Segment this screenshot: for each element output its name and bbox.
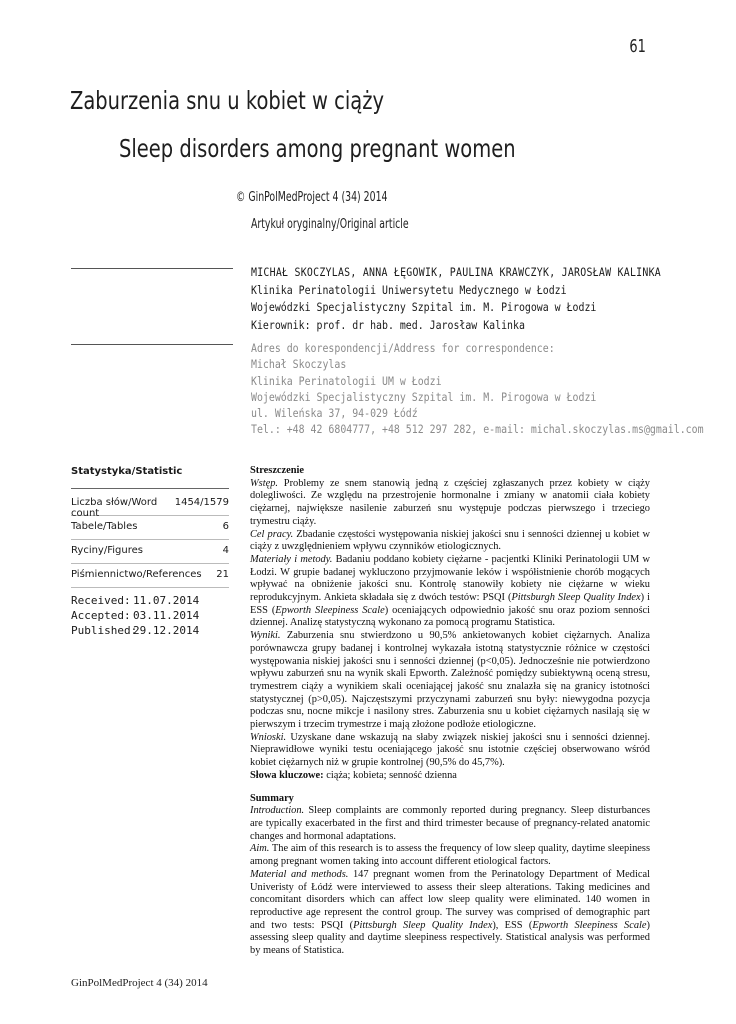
date-accepted: Accepted: 03.11.2014 [71, 609, 200, 622]
abstract-paragraph-wyniki: Wyniki. Zaburzenia snu stwierdzono u 90,5% ankietowanych kobiet ciężarnych. Analiza porównawcza grupy badanej i kontrolnej wykazała istotną statystycznie różnice w częstości występowania niskiej jakości snu i senności dziennej (p<0,05). Jednocześnie nie potwierdzono wpływu zaburzeń snu na wynik skali Epworth. Zależność pomiędzy subiektywną oceną stresu, trymestrem ciąży a wynikiem skali oceniającej jakość snu znalazła się na granicy istotności statystycznej (p>0,05). Najczęstszymi przyczynami zaburzeń snu były: niewygodna pozycja podczas snu, nocne mikcje i nasilony stres. Zaburzenia snu u kobiet ciężarnych nasilają się w pierwszym i trzecim trymestrze i mają złożone podłoże etiologiczne. [250, 630, 650, 731]
stat-label: Tabele/Tables [71, 521, 138, 532]
abstract-paragraph-materialy: Materiały i metody. Badaniu poddano kobiety ciężarne - pacjentki Kliniki Perinatologii UM w Łodzi. W grupie badanej wykluczono przyjmowanie leków i współistnienie chorób mogących wpływać na obniżenie jakości snu. Kontrolę stanowiły kobiety nie ciężarne w wieku reprodukcyjnym. Ankieta składała się z dwóch testów: PSQI (Pittsburgh Sleep Quality Index) i ESS (Epworth Sleepiness Scale) oceniających odpowiednio jakość snu oraz poziom senności dziennej. Analizę statystyczną wykonano za pomocą programu Statistica. [250, 553, 650, 629]
summary-heading: Summary [250, 792, 294, 804]
date-published: Published: 29.12.2014 [71, 624, 200, 637]
divider-correspondence [71, 344, 233, 345]
summary-paragraph-aim: Aim. The aim of this research is to assess the frequency of low sleep quality, daytime sleepiness among pregnant women taking into account different etiological factors. [250, 843, 650, 868]
stat-row [71, 521, 229, 540]
article-type: Artykuł oryginalny/Original article [251, 217, 409, 232]
stat-row [71, 497, 229, 519]
statistics-box [71, 466, 229, 638]
authors-block [251, 264, 661, 334]
correspondence-block [251, 340, 704, 438]
keywords-pl: Słowa kluczowe: ciąża; kobieta; senność dzienna [250, 769, 457, 781]
affiliation-line: Kierownik: prof. dr hab. med. Jarosław Kalinka [251, 317, 525, 332]
abstract-paragraph-wstep: Wstęp. Problemy ze snem stanowią jedną z częściej zgłaszanych przez kobiety w ciąży dolegliwości. Ze względu na przestrojenie hormonalne i zmiany w anatomii ciała kobiety ciężarnej, największe nasilenie zaburzeń snu występuje podczas pierwszego i trzeciego trymestru ciąży. [250, 477, 650, 527]
affiliation-line: Wojewódzki Specjalistyczny Szpital im. M. Pirogowa w Łodzi [251, 300, 597, 314]
abstract-column [250, 465, 650, 958]
stat-label: Ryciny/Figures [71, 545, 143, 556]
abstract-paragraph-cel: Cel pracy. Zbadanie częstości występowania niskiej jakości snu i senności dziennej u kobiet w ciąży z uwzględnieniem wpływu czynników etiologicznych. [250, 528, 650, 553]
correspondence-line: Klinika Perinatologii UM w Łodzi [251, 373, 442, 388]
date-received: Received: 11.07.2014 [71, 594, 200, 607]
stat-value: 1454/1579 [174, 497, 229, 508]
summary-paragraph-intro: Introduction. Sleep complaints are commonly reported during pregnancy. Sleep disturbances are typically exacerbated in the first and third trimester because of pregnancy-related anatomic changes and hormonal adaptations. [250, 805, 650, 842]
stat-row [71, 545, 229, 564]
correspondence-line: Wojewódzki Specjalistyczny Szpital im. M. Pirogowa w Łodzi [251, 389, 597, 404]
stat-value: 4 [222, 545, 229, 556]
streszczenie-heading: Streszczenie [250, 465, 305, 476]
title-polish: Zaburzenia snu u kobiet w ciąży [70, 86, 385, 115]
page-number: 61 [629, 36, 646, 57]
stat-row [71, 569, 229, 588]
stat-value: 6 [222, 521, 229, 532]
stat-label: Piśmiennictwo/References [71, 569, 202, 580]
title-english: Sleep disorders among pregnant women [119, 134, 516, 163]
stat-value: 21 [216, 569, 229, 580]
correspondence-contact: Tel.: +48 42 6804777, +48 512 297 282, e-mail: michal.skoczylas.ms@gmail.com [251, 422, 704, 437]
correspondence-line: Michał Skoczylas [251, 357, 347, 372]
divider-authors [71, 268, 233, 269]
affiliation-line: Klinika Perinatologii Uniwersytetu Medycznego w Łodzi [251, 282, 567, 297]
summary-paragraph-methods: Material and methods. 147 pregnant women from the Perinatology Department of Medical Univeristy of Łódź were interviewed to assess their sleep alterations. Taking medicines and concomitant disorders which can affect low sleep quality were eliminated. 140 women in reproductive age represent the control group. The survey was comprised of demographic part and two tests: PSQI (Pittsburgh Sleep Quality Index), ESS (Epworth Sleepiness Scale) assessing sleep quality and daytime sleepiness respectively. Statistical analysis was performed by means of Statistica. [250, 868, 650, 957]
copyright-line: © GinPolMedProject 4 (34) 2014 [236, 190, 388, 205]
stat-label: Liczba słów/Word count [71, 497, 158, 519]
dates-block [71, 593, 229, 638]
correspondence-line: ul. Wileńska 37, 94-029 Łódź [251, 406, 418, 421]
page-footer: GinPolMedProject 4 (34) 2014 [71, 977, 208, 989]
statistics-heading: Statystyka/Statistic [71, 466, 229, 489]
abstract-paragraph-wnioski: Wnioski. Uzyskane dane wskazują na słaby związek niskiej jakości snu i senności dziennej. Nieprawidłowe wyniki testu oceniającego jakość snu istotnie częściej obserwowano wśród kobiet ciężarnych niż w grupie kontrolnej (90,5% do 45,7%). [250, 731, 650, 769]
author-names: MICHAŁ SKOCZYLAS, ANNA ŁĘGOWIK, PAULINA KRAWCZYK, JAROSŁAW KALINKA [251, 265, 662, 279]
correspondence-heading: Adres do korespondencji/Address for correspondence: [251, 341, 555, 355]
